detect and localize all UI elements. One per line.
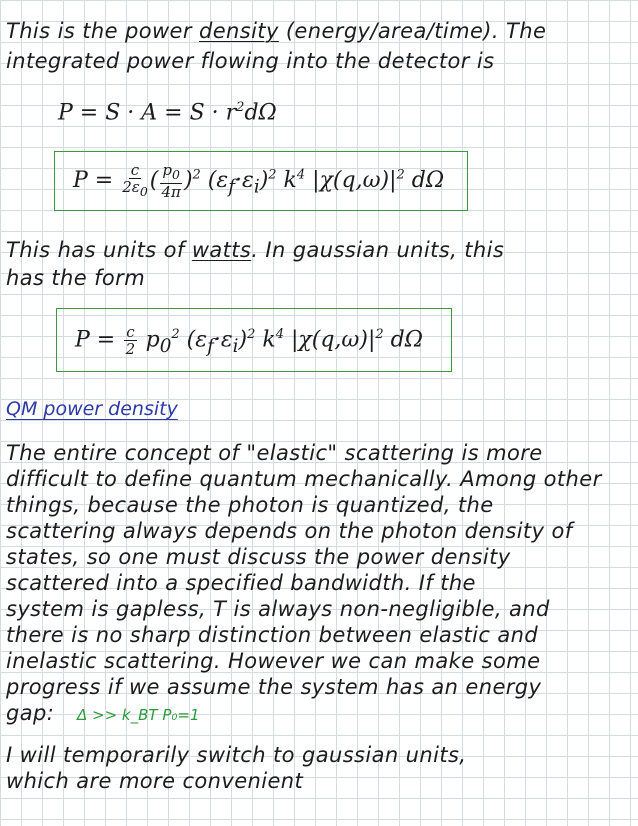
paragraph-line: inelastic scattering. However we can make some (6, 649, 541, 673)
paragraph-line: system is gapless, T is always non-negligible, and (6, 597, 550, 621)
paragraph-line: scattered into a specified bandwidth. If the (6, 571, 476, 595)
boxed-equation-si (54, 151, 468, 211)
paragraph-line: The entire concept of "elastic" scattering is more (6, 441, 543, 465)
equation-power-gaussian: P = $\frac{c}{2}$ $p_0^2$ $(\varepsilon_f\cdot\varepsilon_i)^2$ $k^4$ $|\chi(q,\omega)|^2$ dΩ (75, 322, 423, 358)
boxed-equation-gaussian (56, 308, 452, 372)
equation-integrated-power: $P = S \cdot A = S \cdot r^2d\Omega$ (58, 100, 277, 126)
closing-line-2: which are more convenient (6, 769, 304, 793)
section-title: QM power density (6, 398, 178, 420)
energy-gap-note: Δ >> k_BT P₀=1 (77, 706, 200, 724)
paragraph-line: scattering always depends on the photon density of (6, 519, 573, 543)
paragraph-line: gap: (6, 701, 55, 725)
text-line-1: This is the power density (energy/area/time). The (6, 19, 547, 43)
closing-line-1: I will temporarily switch to gaussian units, (6, 743, 467, 767)
paragraph-line: difficult to define quantum mechanically. Among other (6, 467, 602, 491)
paragraph-line: states, so one must discuss the power density (6, 545, 511, 569)
equation-power-si: P = $\frac{c}{2\varepsilon_0}$ ( $\frac{p_0}{4\pi}$ )$^2$ $(\varepsilon_f\cdot\varepsilon_i)^2$ $k^4$ $|\chi(q,\omega)|^2$ dΩ (73, 161, 445, 201)
text-line-2: integrated power flowing into the detector is (6, 49, 495, 73)
text-line-4: has the form (6, 266, 146, 290)
paragraph-line: things, because the photon is quantized, the (6, 493, 494, 517)
text-line-3: This has units of watts. In gaussian units, this (6, 238, 505, 262)
paragraph-line: progress if we assume the system has an energy (6, 675, 542, 699)
paragraph-line: there is no sharp distinction between elastic and (6, 623, 539, 647)
